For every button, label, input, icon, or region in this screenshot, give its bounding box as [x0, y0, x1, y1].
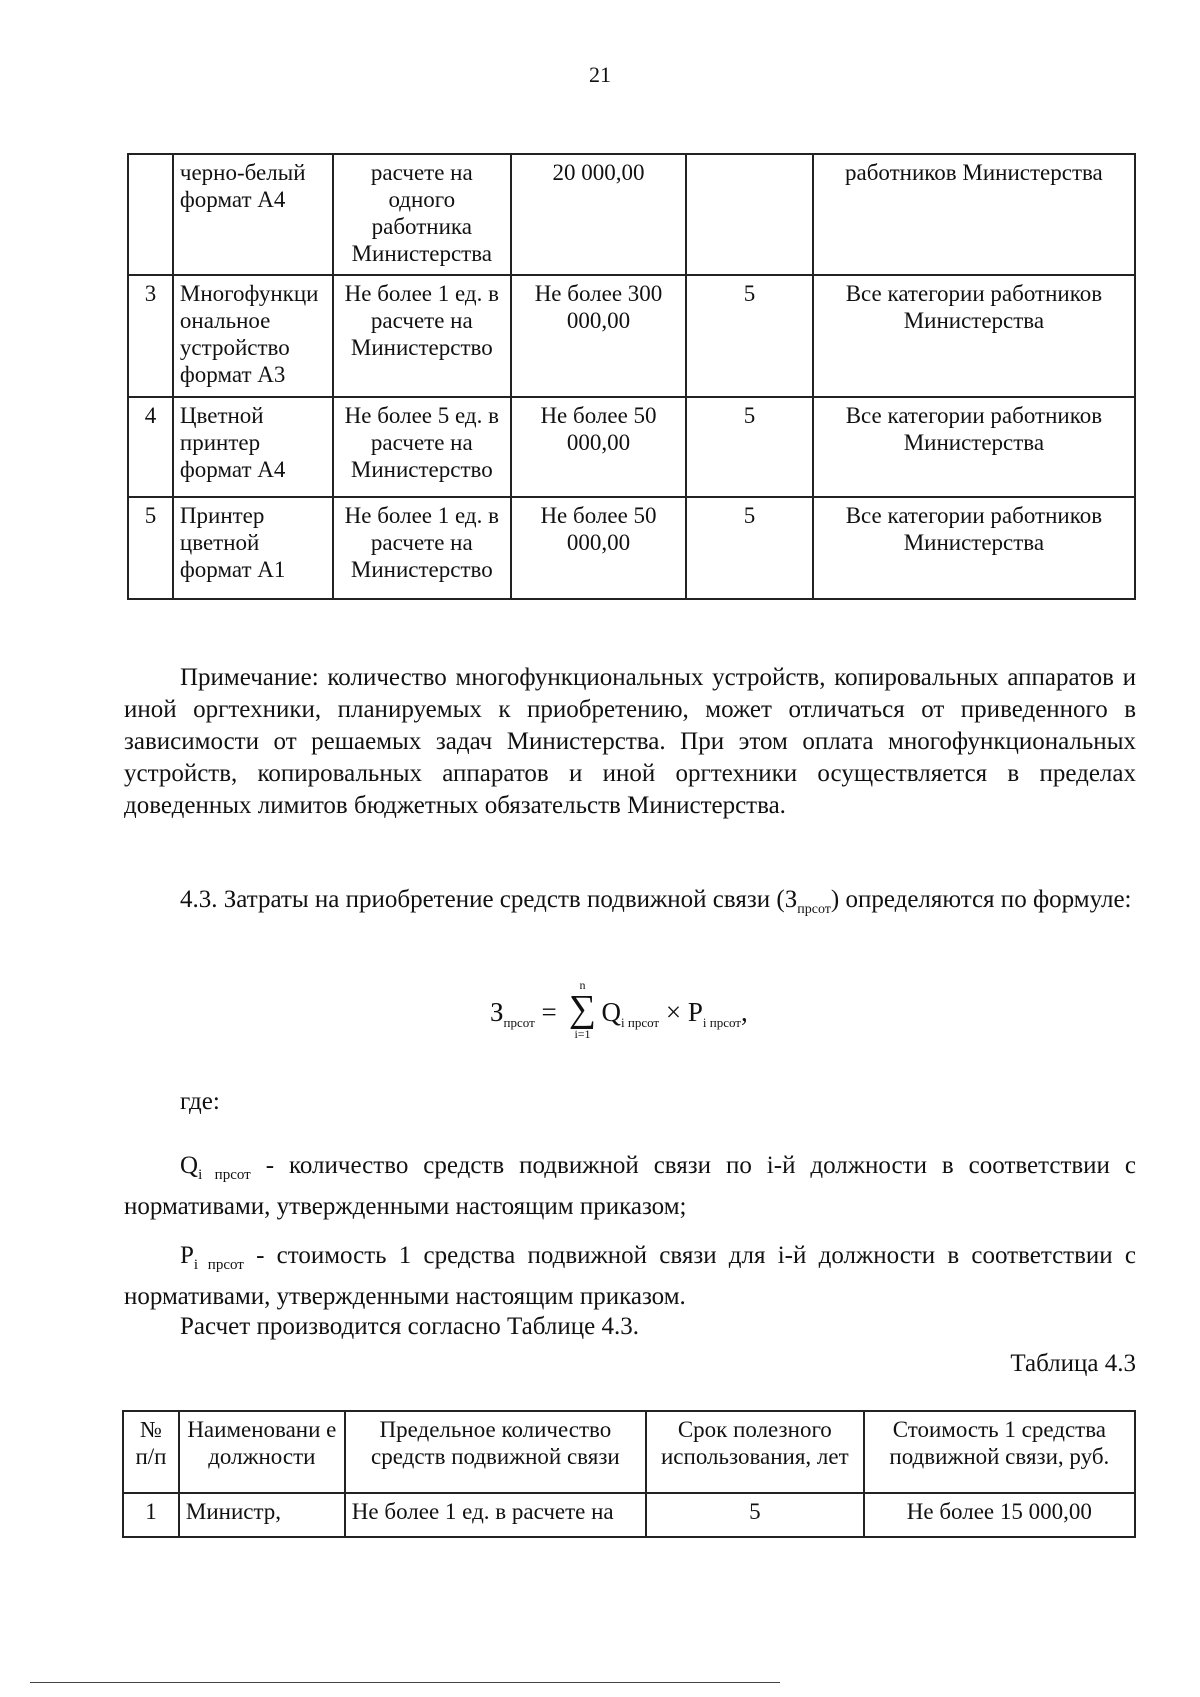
row-number: 4 [128, 397, 173, 497]
position-name: Министр, [179, 1493, 345, 1537]
bottom-rule [30, 1682, 780, 1683]
price-limit: 20 000,00 [511, 154, 687, 275]
formula-lhs: З [490, 997, 504, 1027]
quantity-limit: расчете на одного работника Министерства [333, 154, 511, 275]
table-row [128, 397, 1135, 497]
header-number: № п/п [123, 1411, 179, 1493]
definition-p-symbol: P [180, 1242, 194, 1269]
definition-q-sub: i прсот [198, 1167, 251, 1183]
quantity-limit: Не более 5 ед. в расчете на Министерство [333, 397, 511, 497]
cost-formula [490, 978, 748, 1041]
row-number: 3 [128, 275, 173, 397]
table-header-row [123, 1411, 1135, 1493]
definition-p-sub: i прсот [193, 1257, 244, 1273]
sigma-icon: ∑ [568, 988, 597, 1030]
employee-category: Все категории работников Министерства [813, 275, 1135, 397]
section-text-before: 4.3. Затраты на приобретение средств подвижной связи (З [180, 886, 798, 913]
price-limit: Не более 50 000,00 [511, 497, 687, 599]
formula-lhs-sub: прсот [503, 1015, 535, 1030]
quantity-limit: Не более 1 ед. в расчете на Министерство [333, 497, 511, 599]
table-row [128, 497, 1135, 599]
formula-p: P [687, 997, 703, 1027]
equipment-name: Цветной принтер формат А4 [173, 397, 333, 497]
header-term: Срок полезного использования, лет [646, 1411, 864, 1493]
quantity-limit: Не более 1 ед. в расчете на Министерство [333, 275, 511, 397]
employee-category: работников Министерства [813, 154, 1135, 275]
sum-lower-limit: i=1 [574, 1027, 591, 1041]
table-row [128, 154, 1135, 275]
mobile-devices-table [122, 1410, 1136, 1538]
row-number: 1 [123, 1493, 179, 1537]
sum-operator [566, 978, 600, 1041]
header-quantity: Предельное количество средств подвижной связи [345, 1411, 646, 1493]
employee-category: Все категории работников Министерства [813, 497, 1135, 599]
definition-p-text: - стоимость 1 средства подвижной связи для i-й должности в соответствии с нормативами, утвержденными настоящим приказом. [124, 1242, 1136, 1310]
section-subscript: прсот [797, 902, 831, 917]
service-term [686, 154, 813, 275]
row-number: 5 [128, 497, 173, 599]
formula-q: Q [601, 997, 622, 1027]
definition-q-text: - количество средств подвижной связи по i-й должности в соответствии с нормативами, утвержденными настоящим приказом; [124, 1152, 1136, 1220]
header-cost: Стоимость 1 средства подвижной связи, руб. [864, 1411, 1135, 1493]
table-row [123, 1493, 1135, 1537]
table-row [128, 275, 1135, 397]
quantity-limit: Не более 1 ед. в расчете на [345, 1493, 646, 1537]
equipment-name: черно-белый формат А4 [173, 154, 333, 275]
page-number: 21 [589, 62, 611, 87]
definition-q [124, 1150, 1136, 1223]
formula-equals: = [541, 997, 557, 1027]
section-text-after: ) определяются по формуле: [830, 886, 1132, 913]
row-number [128, 154, 173, 275]
formula-q-sub: i прсот [621, 1015, 660, 1030]
sum-upper-limit: n [579, 978, 586, 992]
cost-limit: Не более 15 000,00 [864, 1493, 1135, 1537]
table-caption: Таблица 4.3 [1010, 1350, 1136, 1377]
equipment-table [127, 153, 1136, 600]
service-term: 5 [686, 397, 813, 497]
employee-category: Все категории работников Министерства [813, 397, 1135, 497]
note-paragraph: Примечание: количество многофункциональных устройств, копировальных аппаратов и иной оргтехники, планируемых к приобретению, может отличаться от приведенного в зависимости от решаемых задач Министерства. При этом оплата многофункциональных устройств, копировальных аппаратов и иной оргтехники осуществляется в пределах доведенных лимитов бюджетных обязательств Министерства. [124, 664, 1136, 819]
formula-times: × [665, 997, 682, 1027]
formula-comma: , [741, 997, 748, 1027]
definition-q-symbol: Q [180, 1152, 199, 1179]
price-limit: Не более 50 000,00 [511, 397, 687, 497]
price-limit: Не более 300 000,00 [511, 275, 687, 397]
calc-note: Расчет производится согласно Таблице 4.3. [180, 1313, 639, 1340]
formula-p-sub: i прсот [702, 1015, 741, 1030]
equipment-name: Многофункци ональное устройство формат А3 [173, 275, 333, 397]
equipment-name: Принтер цветной формат А1 [173, 497, 333, 599]
service-term: 5 [646, 1493, 864, 1537]
header-position: Наименовани е должности [179, 1411, 345, 1493]
section-4-3-paragraph [124, 884, 1136, 926]
where-label: где: [180, 1088, 220, 1115]
service-term: 5 [686, 275, 813, 397]
definition-p [124, 1240, 1136, 1313]
service-term: 5 [686, 497, 813, 599]
